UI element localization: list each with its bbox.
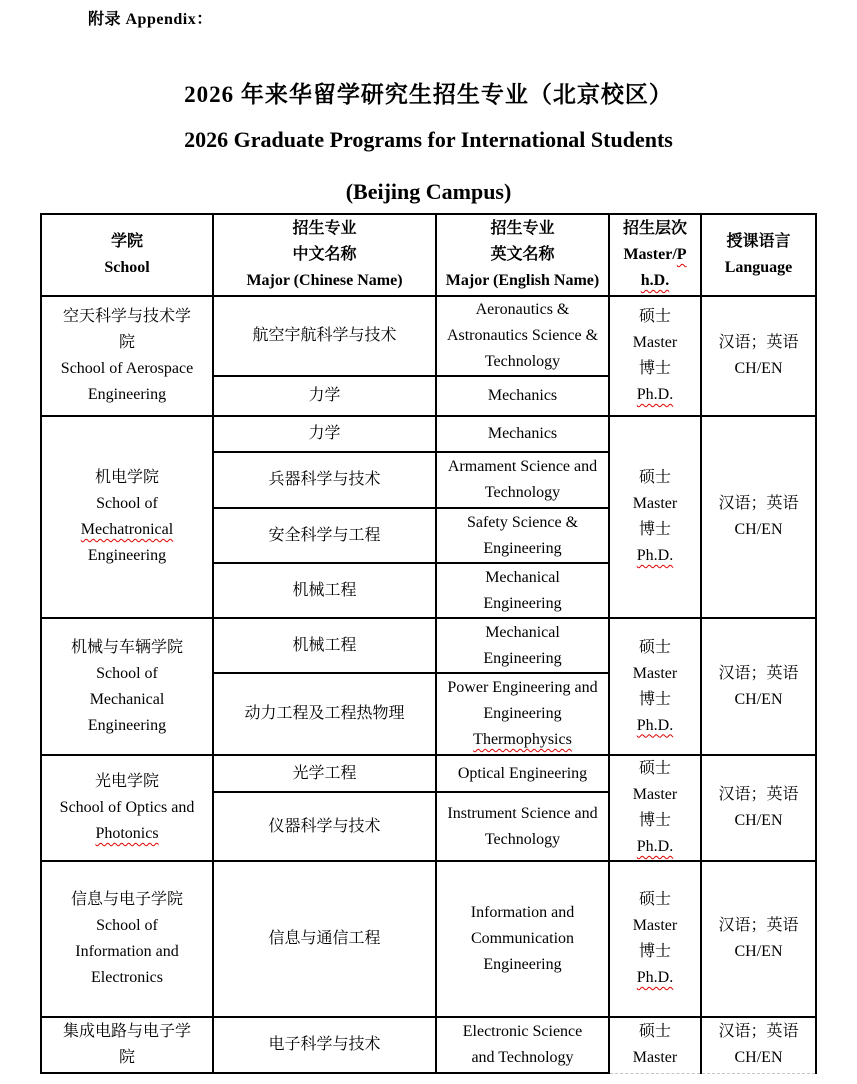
header-cell-major-english: 招生专业 英文名称 Major (English Name) xyxy=(436,214,609,296)
major-chinese-cell: 机械工程 xyxy=(213,563,436,618)
school-cell: 信息与电子学院 School of Information and Electronics xyxy=(41,861,213,1017)
level-cell: 硕士 Master xyxy=(609,1017,701,1073)
language-cell: 汉语；英语 CH/EN xyxy=(701,618,816,755)
major-english-cell: Mechanical Engineering xyxy=(436,563,609,618)
school-cell: 机电学院 School of Mechatronical Engineering xyxy=(41,416,213,618)
programs-table xyxy=(40,213,817,1074)
language-cell: 汉语；英语 CH/EN xyxy=(701,1017,816,1073)
level-cell: 硕士 Master 博士 Ph.D. xyxy=(609,755,701,861)
level-cell: 硕士 Master 博士 Ph.D. xyxy=(609,618,701,755)
school-cell: 光电学院 School of Optics and Photonics xyxy=(41,755,213,861)
major-english-cell: Information and Communication Engineering xyxy=(436,861,609,1017)
table-row xyxy=(41,1017,816,1073)
appendix-label: 附录 Appendix： xyxy=(88,11,213,28)
major-chinese-cell: 力学 xyxy=(213,416,436,452)
major-chinese-cell: 兵器科学与技术 xyxy=(213,452,436,508)
header-cell-major-chinese: 招生专业 中文名称 Major (Chinese Name) xyxy=(213,214,436,296)
language-cell: 汉语；英语 CH/EN xyxy=(701,416,816,618)
major-chinese-cell: 安全科学与工程 xyxy=(213,508,436,563)
major-english-cell: Mechanics xyxy=(436,416,609,452)
level-cell: 硕士 Master 博士 Ph.D. xyxy=(609,861,701,1017)
header-cell-school: 学院 School xyxy=(41,214,213,296)
major-chinese-cell: 信息与通信工程 xyxy=(213,861,436,1017)
major-english-cell: Armament Science and Technology xyxy=(436,452,609,508)
major-chinese-cell: 动力工程及工程热物理 xyxy=(213,673,436,755)
major-english-cell: Instrument Science and Technology xyxy=(436,792,609,861)
table-row xyxy=(41,861,816,1017)
language-cell: 汉语；英语 CH/EN xyxy=(701,861,816,1017)
language-cell: 汉语；英语 CH/EN xyxy=(701,755,816,861)
table-row xyxy=(41,618,816,673)
major-chinese-cell: 仪器科学与技术 xyxy=(213,792,436,861)
document-title-chinese: 2026 年来华留学研究生招生专业（北京校区） xyxy=(184,82,673,107)
level-cell: 硕士 Master 博士 Ph.D. xyxy=(609,296,701,416)
school-cell: 空天科学与技术学 院 School of Aerospace Engineering xyxy=(41,296,213,416)
school-cell: 机械与车辆学院 School of Mechanical Engineering xyxy=(41,618,213,755)
major-chinese-cell: 机械工程 xyxy=(213,618,436,673)
table-row xyxy=(41,416,816,452)
major-english-cell: Optical Engineering xyxy=(436,755,609,792)
document-title-campus: (Beijing Campus) xyxy=(345,179,512,204)
major-english-cell: Aeronautics & Astronautics Science & Technology xyxy=(436,296,609,376)
major-english-cell: Electronic Science and Technology xyxy=(436,1017,609,1073)
level-cell: 硕士 Master 博士 Ph.D. xyxy=(609,416,701,618)
major-chinese-cell: 航空宇航科学与技术 xyxy=(213,296,436,376)
table-row xyxy=(41,296,816,376)
document-title-english: 2026 Graduate Programs for International Students xyxy=(184,127,673,152)
major-chinese-cell: 力学 xyxy=(213,376,436,416)
language-cell: 汉语；英语 CH/EN xyxy=(701,296,816,416)
major-chinese-cell: 光学工程 xyxy=(213,755,436,792)
major-english-cell: Power Engineering and Engineering Thermophysics xyxy=(436,673,609,755)
major-english-cell: Mechanical Engineering xyxy=(436,618,609,673)
school-cell: 集成电路与电子学 院 xyxy=(41,1017,213,1073)
header-cell-level: 招生层次 Master/P h.D. xyxy=(609,214,701,296)
major-english-cell: Mechanics xyxy=(436,376,609,416)
major-chinese-cell: 电子科学与技术 xyxy=(213,1017,436,1073)
header-row xyxy=(41,214,816,296)
major-english-cell: Safety Science & Engineering xyxy=(436,508,609,563)
header-cell-language: 授课语言 Language xyxy=(701,214,816,296)
table-row xyxy=(41,755,816,792)
